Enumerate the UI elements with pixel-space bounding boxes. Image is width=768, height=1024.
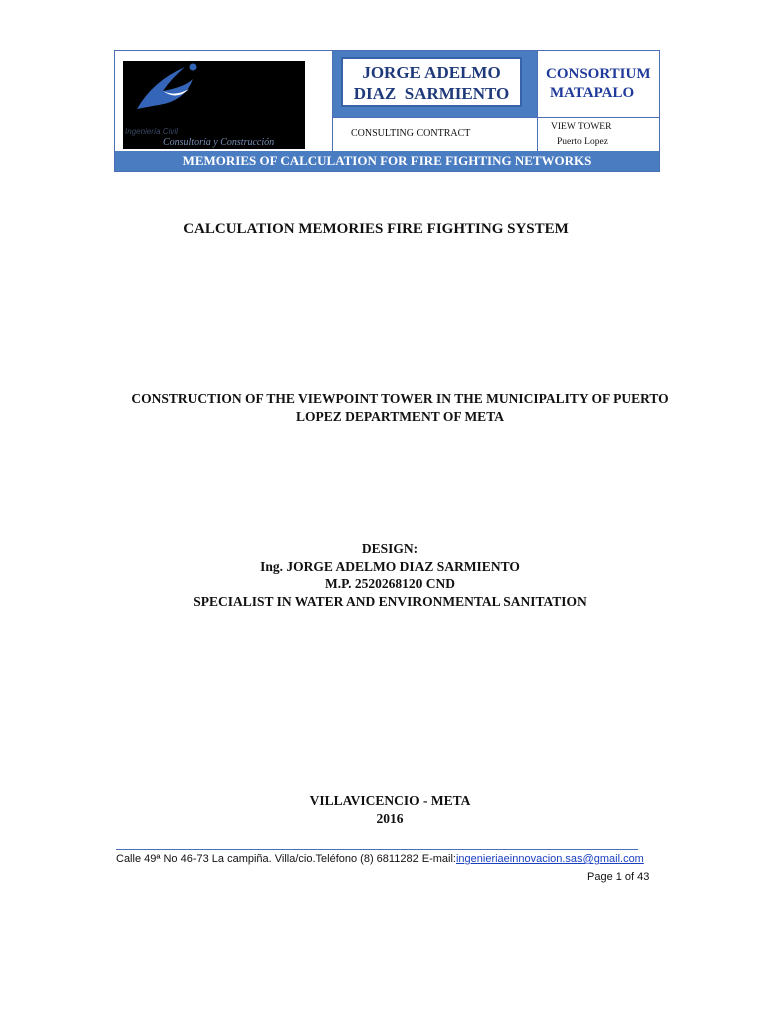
year: 2016 — [376, 810, 404, 826]
project-location — [538, 117, 660, 151]
logo-subtitle: Ingeniería Civil — [125, 127, 178, 136]
designer-specialty: SPECIALIST IN WATER AND ENVIRONMENTAL SANITATION — [193, 593, 587, 609]
design-label: DESIGN: — [361, 541, 419, 556]
contract-type: CONSULTING CONTRACT — [333, 117, 538, 151]
footer-email-link[interactable]: ingenieriaeinnovacion.sas@gmail.com — [455, 853, 644, 865]
engineer-name-cell — [333, 51, 538, 117]
header-banner: MEMORIES OF CALCULATION FOR FIRE FIGHTING NETWORKS — [115, 151, 659, 171]
designer-license: M.P. 2520268120 CND — [325, 576, 455, 591]
design-credits — [0, 540, 768, 610]
footer-divider — [116, 849, 638, 850]
engineer-name-line1: JORGE ADELMO — [362, 63, 501, 82]
consortium-cell — [538, 51, 660, 117]
consortium-name — [546, 65, 650, 103]
document-title: CALCULATION MEMORIES FIRE FIGHTING SYSTEM — [183, 221, 569, 237]
project-name: VIEW TOWER — [551, 122, 612, 132]
project-title-line1: CONSTRUCTION OF THE VIEWPOINT TOWER IN THE MUNICIPALITY OF PUERTO — [131, 391, 669, 406]
footer-address-text: Calle 49ª No 46-73 La campiña. Villa/cio.Teléfono (8) 6811282 E-mail: — [116, 853, 456, 865]
project-city: Puerto Lopez — [557, 137, 608, 147]
project-title-line2: LOPEZ DEPARTMENT OF META — [296, 409, 504, 424]
logo-cell — [115, 51, 333, 151]
consortium-line1: CONSORTIUM — [546, 66, 651, 82]
document-header — [114, 50, 660, 172]
place-and-date — [0, 792, 768, 827]
city: VILLAVICENCIO - META — [309, 793, 471, 808]
company-logo — [123, 61, 305, 149]
designer-name: Ing. JORGE ADELMO DIAZ SARMIENTO — [260, 558, 520, 574]
engineer-name-line2: DIAZ SARMIENTO — [353, 84, 510, 103]
footer-address — [116, 853, 644, 865]
project-title — [120, 390, 680, 426]
engineer-name — [341, 57, 522, 107]
page-number: Page 1 of 43 — [587, 871, 650, 883]
consortium-line2: MATAPALO — [550, 85, 635, 101]
logo-tagline: Consultoría y Construcción — [163, 137, 275, 148]
